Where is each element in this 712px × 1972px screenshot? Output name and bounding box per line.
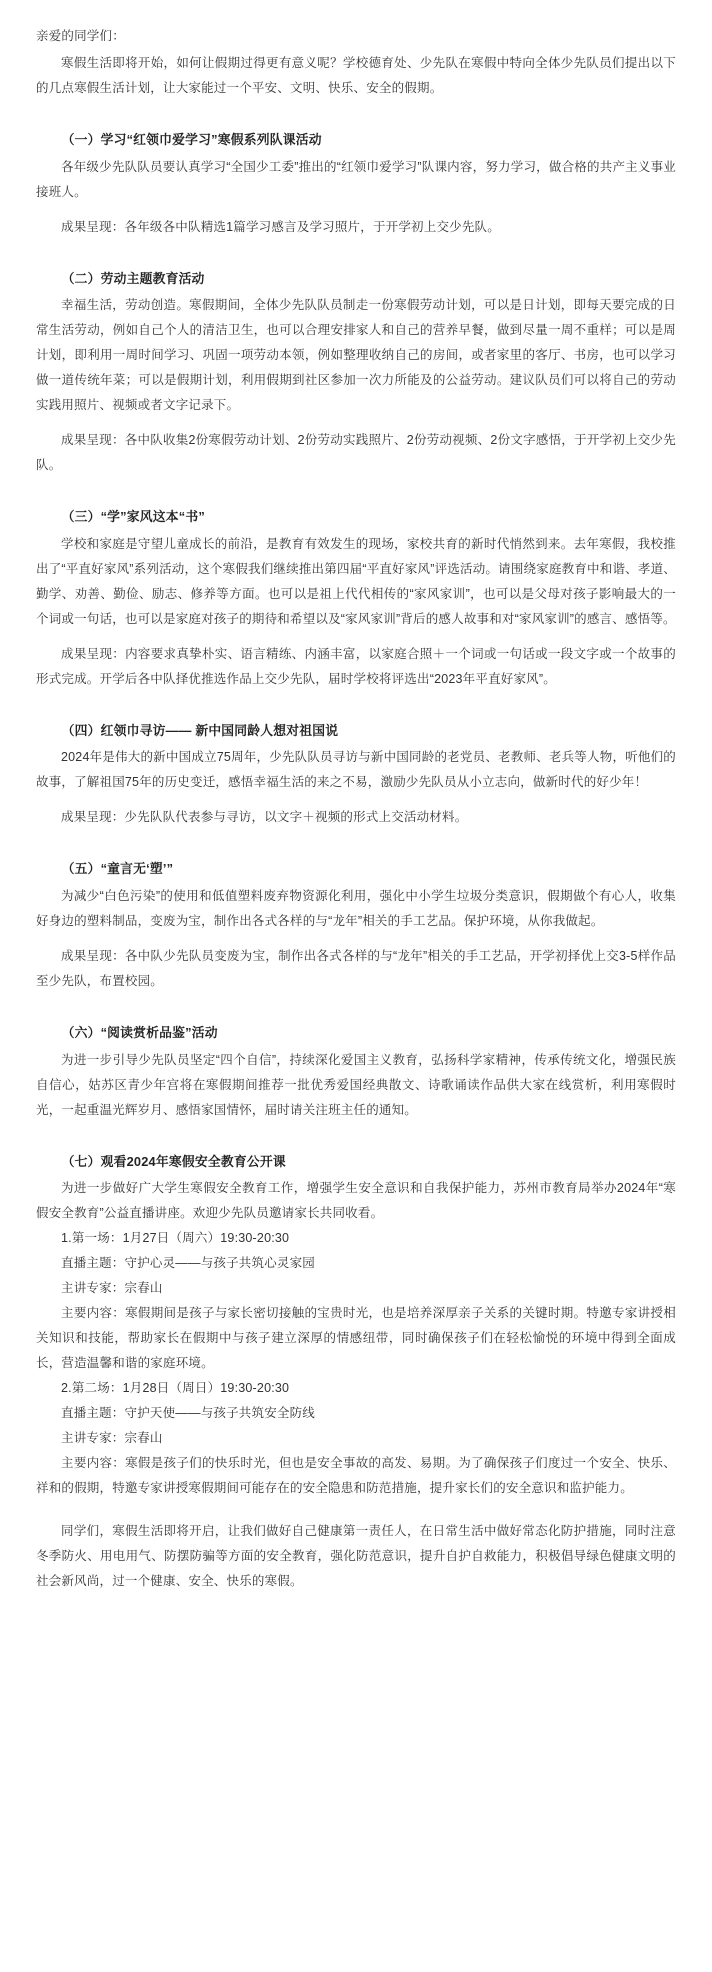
- section-title-3: （三）“学”家风这本“书”: [61, 509, 205, 525]
- section-1-paragraph-1: 各年级少先队队员要认真学习“全国少工委”推出的“红领巾爱学习”队课内容，努力学习，做合格的共产主义事业接班人。: [36, 159, 676, 199]
- session-1-heading: 1.第一场：1月27日（周六）19:30-20:30: [61, 1231, 290, 1246]
- document-body: [36, 24, 676, 1594]
- spacer: [36, 205, 676, 215]
- session-2-topic: 直播主题：守护天使——与孩子共筑安全防线: [61, 1406, 316, 1421]
- session-2-heading: 2.第二场：1月28日（周日）19:30-20:30: [61, 1381, 290, 1396]
- section-7-paragraph-1: 为进一步做好广大学生寒假安全教育工作，增强学生安全意识和自我保护能力，苏州市教育局举办2024年“寒假安全教育”公益直播讲座。欢迎少先队员邀请家长共同收看。: [36, 1181, 676, 1221]
- section-title-4: （四）红领巾寻访—— 新中国同龄人想对祖国说: [61, 722, 339, 738]
- session-2-content: 主要内容：寒假是孩子们的快乐时光，但也是安全事故的高发、易期。为了确保孩子们度过一个安全、快乐、祥和的假期，特邀专家讲授寒假期间可能存在的安全隐患和防范措施，提升家长们的安全意识和监护能力。: [36, 1456, 676, 1496]
- closing-paragraph: 同学们，寒假生活即将开启，让我们做好自己健康第一责任人，在日常生活中做好常态化防护措施，同时注意冬季防火、用电用气、防摆防骗等方面的安全教育，强化防范意识，提升自护自救能力，积极倡导绿色健康文明的社会新风尚，过一个健康、安全、快乐的寒假。: [36, 1524, 676, 1589]
- salutation: 亲爱的同学们：: [36, 29, 125, 43]
- section-title-5: （五）“童言无‘塑’”: [61, 861, 174, 877]
- session-1-topic: 直播主题：守护心灵——与孩子共筑心灵家园: [61, 1256, 316, 1271]
- section-title-7: （七）观看2024年寒假安全教育公开课: [61, 1153, 286, 1169]
- section-3-paragraph-1: 学校和家庭是守望儿童成长的前沿，是教育有效发生的现场，家校共育的新时代悄然到来。去年寒假，我校推出了“平直好家风”系列活动，这个寒假我们继续推出第四届“平直好家风”评选活动。请围绕家庭教育中和谐、孝道、勤学、劝善、勤俭、励志、修养等方面。也可以是祖上代代相传的“家风家训”，也可以是父母对孩子影响最大的一个词或一句话，也可以是家庭对孩子的期待和希望以及“家风家训”背后的感人故事和对“家风家训”的感言、感悟等。: [36, 536, 676, 626]
- section-5-paragraph-1: 为减少“白色污染”的使用和低值塑料废弃物资源化利用，强化中小学生垃圾分类意识，假期做个有心人，收集好身边的塑料制品，变废为宝，制作出各式各样的与“龙年”相关的手工艺品。保护环境，从你我做起。: [36, 888, 676, 928]
- spacer: [36, 795, 676, 805]
- section-title-6: （六）“阅读赏析品鉴”活动: [61, 1024, 218, 1040]
- spacer: [36, 418, 676, 428]
- spacer: [36, 934, 676, 944]
- session-2-expert: 主讲专家：宗春山: [61, 1431, 163, 1446]
- intro-paragraph: 寒假生活即将开始，如何让假期过得更有意义呢？学校德育处、少先队在寒假中特向全体少先队员们提出以下的几点寒假生活计划，让大家能过一个平安、文明、快乐、安全的假期。: [36, 56, 676, 95]
- section-title-2: （二）劳动主题教育活动: [61, 270, 205, 286]
- section-4-paragraph-1: 2024年是伟大的新中国成立75周年，少先队队员寻访与新中国同龄的老党员、老教师、老兵等人物，听他们的故事，了解祖国75年的历史变迁，感悟幸福生活的来之不易，激励少先队员从小立志向，做新时代的好少年！: [36, 750, 676, 790]
- section-2-result: 成果呈现：各中队收集2份寒假劳动计划、2份劳动实践照片、2份劳动视频、2份文字感悟，于开学初上交少先队。: [36, 433, 676, 473]
- section-2-paragraph-1: 幸福生活，劳动创造。寒假期间，全体少先队队员制走一份寒假劳动计划，可以是日计划，即每天要完成的日常生活劳动，例如自己个人的清洁卫生，也可以合理安排家人和自己的营养早餐，做到尽量一周不重样；可以是周计划，即利用一周时间学习、巩固一项劳动本领，例如整理收纳自己的房间，或者家里的客厅、书房，也可以学习做一道传统年菜；可以是假期计划，利用假期到社区参加一次力所能及的公益劳动。建议队员们可以将自己的劳动实践用照片、视频或者文字记录下。: [36, 298, 676, 413]
- section-1-result: 成果呈现：各年级各中队精选1篇学习感言及学习照片，于开学初上交少先队。: [61, 219, 500, 234]
- section-3-result: 成果呈现：内容要求真挚朴实、语言精练、内涵丰富，以家庭合照＋一个词或一句话或一段文字或一个故事的形式完成。开学后各中队择优推选作品上交少先队，届时学校将评选出“2023年平直好家风”。: [36, 646, 676, 686]
- section-4-result: 成果呈现：少先队队代表参与寻访，以文字＋视频的形式上交活动材料。: [61, 810, 468, 825]
- spacer: [36, 1501, 676, 1519]
- session-1-content: 主要内容：寒假期间是孩子与家长密切接触的宝贵时光，也是培养深厚亲子关系的关键时期。特邀专家讲授相关知识和技能，帮助家长在假期中与孩子建立深厚的情感纽带，同时确保孩子们在轻松愉悦的环境中得到全面成长，营造温馨和谐的家庭环境。: [36, 1306, 676, 1371]
- section-5-result: 成果呈现：各中队少先队员变废为宝，制作出各式各样的与“龙年”相关的手工艺品，开学初择优上交3-5样作品至少先队，布置校园。: [36, 948, 676, 988]
- session-1-expert: 主讲专家：宗春山: [61, 1281, 163, 1296]
- spacer: [36, 632, 676, 642]
- section-title-1: （一）学习“红领巾爱学习”寒假系列队课活动: [61, 132, 322, 147]
- section-6-paragraph-1: 为进一步引导少先队员坚定“四个自信”，持续深化爱国主义教育，弘扬科学家精神，传承传统文化，增强民族自信心，姑苏区青少年宫将在寒假期间推荐一批优秀爱国经典散文、诗歌诵读作品供大家在线赏析，利用寒假时光，一起重温光辉岁月、感悟家国情怀，届时请关注班主任的通知。: [36, 1052, 676, 1117]
